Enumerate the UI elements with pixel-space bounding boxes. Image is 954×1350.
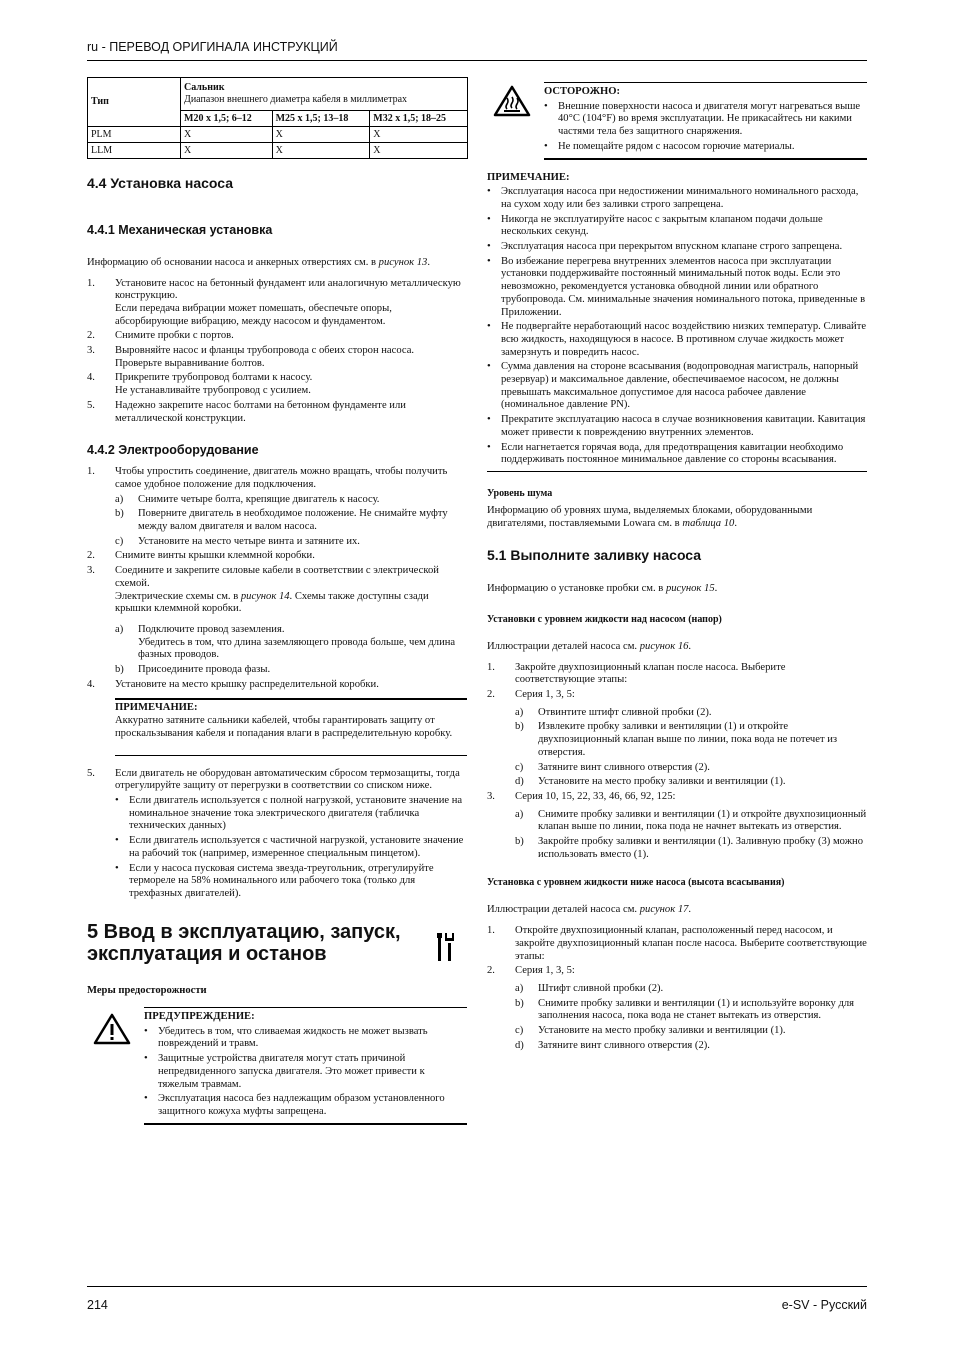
list-item: b) Поверните двигатель в необходимое положение. Не снимайте муфту между валом двигателя и валом насоса. xyxy=(115,508,448,533)
list-item: b) Извлеките пробку заливки и вентиляции (1) и откройте двухпозиционный клапан выше по линии, пока вода не потечет из отверстия. xyxy=(515,721,838,758)
list-item: 2. Серия 1, 3, 5: xyxy=(487,965,575,977)
notice-box xyxy=(487,172,867,472)
chapter-5-heading xyxy=(87,921,467,968)
cable-gland-table xyxy=(87,77,468,159)
list-item: 2. Снимите винты крышки клеммной коробки. xyxy=(87,550,315,562)
hot-surface-icon xyxy=(487,82,544,160)
list-item: 3. Соедините и закрепите силовые кабели в соответствии с электрической схемой. Электрические схемы см. в рисунок 14. Схемы также доступны сзади крышки клеммной коробки. xyxy=(87,565,439,615)
precautions-heading: Меры предосторожности xyxy=(87,985,207,997)
electrical-note: ПРИМЕЧАНИЕ: Аккуратно затяните сальники кабелей, чтобы гарантировать защиту от проскальзывания кабеля и попадания влаги в распределительную коробку. xyxy=(115,698,467,755)
list-item: • Убедитесь в том, что сливаемая жидкость не может вызвать повреждений и травм. xyxy=(144,1025,428,1050)
list-item: • Во избежание перегрева внутренних элементов насоса при эксплуатации установки поддерживайте постоянный минимальный поток воды. Если это невозможно, рекомендуется установка обводной линии или обратного трубопровода. См. минимальные значения номинального потока, приведенные в Приложении. xyxy=(487,255,866,318)
list-item: • Если нагнетается горячая вода, для предотвращения кавитации необходимо поддерживать постоянное минимальное давление со стороны всасывания. xyxy=(487,441,844,466)
list-item: 4. Прикрепите трубопровод болтами к насосу. Не устанавливайте трубопровод с усилием. xyxy=(87,372,313,397)
warning-icon xyxy=(87,1007,144,1125)
list-item: a) Снимите четыре болта, крепящие двигатель к насосу. xyxy=(115,493,380,505)
list-item: • Эксплуатация насоса без надлежащим образом установленного защитного кожуха муфты запрещена. xyxy=(144,1093,445,1117)
list-item: b) Закройте пробку заливки и вентиляции (1). Заливную пробку (3) можно использовать вместо (1). xyxy=(515,836,863,860)
list-item: • Прекратите эксплуатацию насоса в случае возникновения кавитации. Кавитация может привести к повреждению внутренних элементов. xyxy=(487,414,866,438)
list-item: • Никогда не эксплуатируйте насос с закрытым клапаном подачи дольше нескольких секунд. xyxy=(487,213,823,238)
list-item: • Если двигатель используется с частичной нагрузкой, установите значение на рабочий ток (например, измеренное специальным пинцетом). xyxy=(115,835,464,859)
table-size-3: M32 x 1,5; 18–25 xyxy=(370,111,468,127)
list-item: • Не помещайте рядом с насосом горючие материалы. xyxy=(544,140,795,152)
list-item: • Не подвергайте неработающий насос воздействию низких температур. Сливайте всю жидкость, находящуюся в насосе. В противном случае жидкость может замерзнуть и повредить насос. xyxy=(487,321,867,358)
section-4-4-1-title: 4.4.1 Механическая установка xyxy=(87,222,273,237)
right-column xyxy=(487,77,867,1052)
notice-title: ПРИМЕЧАНИЕ: xyxy=(487,171,570,183)
list-item: 1. Закройте двухпозиционный клапан после насоса. Выберите соответствующие этапы: xyxy=(487,661,786,686)
noise-text: Информацию об уровнях шума, выделяемых блоками, оборудованными двигателями, поставляемыми Lowara см. в таблица 10. xyxy=(487,504,813,529)
electrical-steps xyxy=(87,466,467,900)
page-header: ru - ПЕРЕВОД ОРИГИНАЛА ИНСТРУКЦИЙ xyxy=(87,40,338,54)
list-item: 4. Установите на место крышку распределительной коробки. xyxy=(87,678,379,690)
list-item: 1. Чтобы упростить соединение, двигатель можно вращать, чтобы получить самое удобное положение для подключения. xyxy=(87,466,448,490)
footer-doc-title: e-SV - Русский xyxy=(781,1298,867,1312)
left-column xyxy=(87,77,467,1125)
ill-b-text: Иллюстрации деталей насоса см. рисунок 17. xyxy=(487,904,692,916)
page-number: 214 xyxy=(87,1298,108,1312)
above-steps xyxy=(487,662,867,862)
suction-lift-heading: Установка с уровнем жидкости ниже насоса (высота всасывания) xyxy=(487,877,785,889)
list-item: • Если двигатель используется с полной нагрузкой, установите значение на номинальное значение тока электрического двигателя (табличка технических данных) xyxy=(115,795,463,832)
table-header-gland: Сальник Диапазон внешнего диаметра кабеля в миллиметрах xyxy=(181,78,468,111)
mech-steps xyxy=(87,278,467,426)
list-item: • Внешние поверхности насоса и двигателя могут нагреваться выше 40°C (104°F) во время эксплуатации. Не прикасайтесь ни какими частями тела без защитного снаряжения. xyxy=(544,100,861,138)
list-item: b) Присоедините провода фазы. xyxy=(115,664,271,676)
list-item: • Защитные устройства двигателя могут стать причиной непредвиденного запуска двигателя. Это может привести к тяжелым травмам. xyxy=(144,1053,425,1090)
warning-box xyxy=(87,1007,467,1125)
caution-title: ОСТОРОЖНО: xyxy=(544,86,621,97)
table-row: PLM X X X xyxy=(88,127,468,143)
chapter-5-title: 5 Ввод в эксплуатацию, запуск, эксплуатация и останов xyxy=(87,920,401,965)
list-item: 1. Откройте двухпозиционный клапан, расположенный перед насосом, и закройте двухпозиционный клапан после насоса. Выберите соответствующие этапы: xyxy=(487,925,867,962)
table-size-1: M20 x 1,5; 6–12 xyxy=(181,111,273,127)
mech-intro: Информацию об основании насоса и анкерных отверстиях см. в рисунок 13. xyxy=(87,256,430,268)
noise-heading: Уровень шума xyxy=(487,487,553,499)
list-item: a) Отвинтите штифт сливной пробки (2). xyxy=(515,706,712,718)
ill-a-text: Иллюстрации деталей насоса см. рисунок 16. xyxy=(487,640,692,652)
list-item: • Если у насоса пусковая система звезда-треугольник, отрегулируйте термореле на 58% номинального или рабочего тока (только для трехфазных двигателей). xyxy=(115,862,434,899)
table-header-type: Тип xyxy=(88,78,181,127)
list-item: c) Установите на место четыре винта и затяните их. xyxy=(115,535,360,547)
list-item: 1. Установите насос на бетонный фундамент или аналогичную металлическую конструкцию. Если передача вибрации может помешать, обеспечьте опоры, абсорбирующие вибрацию, между насосом и фундаментом. xyxy=(87,277,461,327)
header-rule xyxy=(87,60,867,61)
list-item: 3. Выровняйте насос и фланцы трубопровода с обеих сторон насоса. Проверьте выравнивание болтов. xyxy=(87,345,415,369)
caution-box xyxy=(487,82,867,160)
list-item: 2. Серия 1, 3, 5: xyxy=(487,689,575,700)
list-item: d) Установите на место пробку заливки и вентиляции (1). xyxy=(515,776,786,788)
section-4-4-2-title: 4.4.2 Электрооборудование xyxy=(87,443,259,458)
list-item: 5. Если двигатель не оборудован автоматическим сбросом термозащиты, тогда отрегулируйте защиту от перегрузки в соответствии со списком ниже. xyxy=(87,767,460,792)
list-item: • Эксплуатация насоса при перекрытом впускном клапане строго запрещена. xyxy=(487,241,843,253)
list-item: a) Штифт сливной пробки (2). xyxy=(515,982,664,994)
list-item: b) Снимите пробку заливки и вентиляции (1) и используйте воронку для заполнения насоса, пока вода не станет вытекать из отверстия. xyxy=(515,997,855,1022)
section-5-1-title: 5.1 Выполните заливку насоса xyxy=(487,547,702,564)
warning-title: ПРЕДУПРЕЖДЕНИЕ: xyxy=(144,1011,255,1023)
list-item: a) Снимите пробку заливки и вентиляции (1) и откройте двухпозиционный клапан выше по линии, пока пода не начнет вытекать из отверстия. xyxy=(515,808,867,833)
section-4-4-title: 4.4 Установка насоса xyxy=(87,175,234,191)
list-item: 5. Надежно закрепите насос болтами на бетонном фундаменте или металлической конструкции. xyxy=(87,399,406,424)
list-item: c) Установите на место пробку заливки и вентиляции (1). xyxy=(515,1025,786,1037)
footer-rule xyxy=(87,1286,867,1287)
list-item: 2. Снимите пробки с портов. xyxy=(87,330,234,342)
list-item: • Эксплуатация насоса при недостижении минимального номинального расхода, на сухом ходу или без заливки строго запрещена. xyxy=(487,186,859,210)
plug-intro: Информацию о установке пробки см. в рисунок 15. xyxy=(487,583,718,595)
tools-icon xyxy=(435,931,455,968)
list-item: c) Затяните винт сливного отверстия (2). xyxy=(515,761,710,773)
table-size-2: M25 x 1,5; 13–18 xyxy=(272,111,370,127)
list-item: • Сумма давления на стороне всасывания (водопроводная магистраль, напорный резервуар) и максимальное давление, обеспечиваемое насосом, не должны превышать максимальное допустимое для насоса рабочее давление (номинальное давление PN). xyxy=(487,361,859,411)
list-item: 3. Серия 10, 15, 22, 33, 46, 66, 92, 125: xyxy=(487,790,676,802)
list-item: d) Затяните винт сливного отверстия (2). xyxy=(515,1039,710,1051)
head-above-heading: Установки с уровнем жидкости над насосом (напор) xyxy=(487,613,722,625)
suction-steps xyxy=(487,925,867,1052)
list-item: a) Подключите провод заземления. Убедитесь в том, что длина заземляющего провода больше, чем длина фазных проводов. xyxy=(115,623,456,661)
table-row: LLM X X X xyxy=(88,143,468,159)
